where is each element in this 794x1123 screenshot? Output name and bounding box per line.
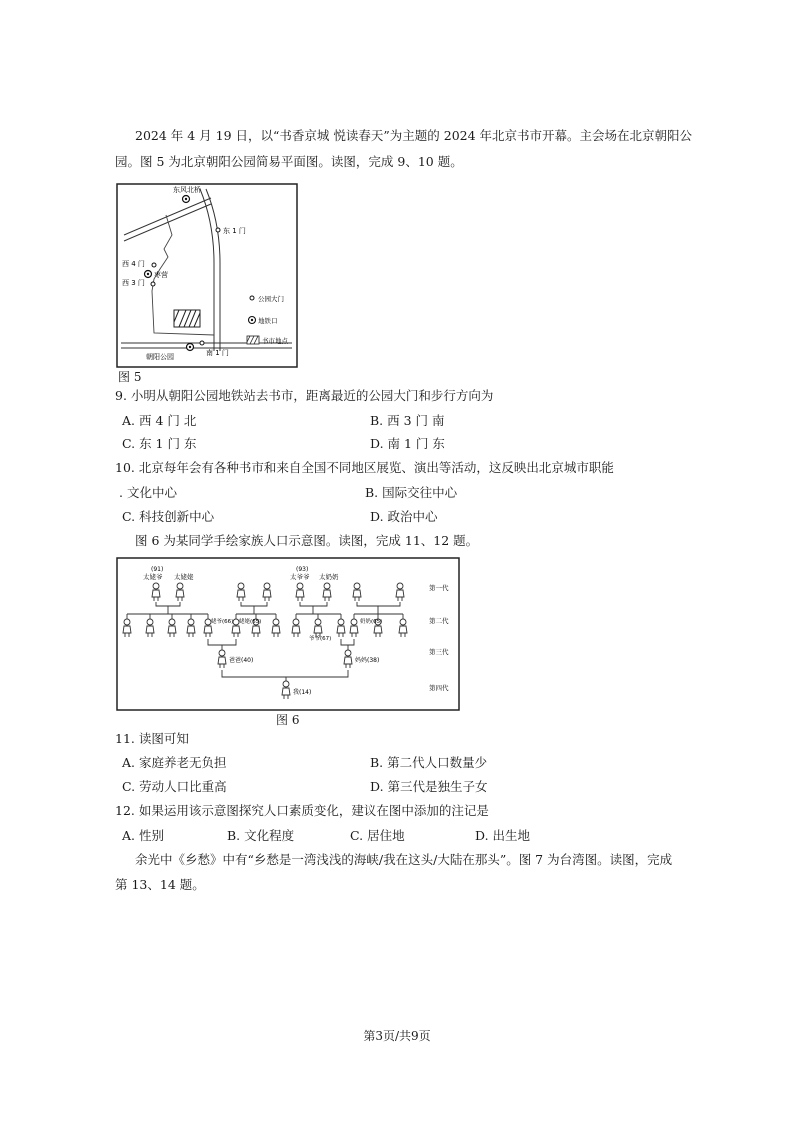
fig5-label-east-gate: 东 1 门 [223, 227, 246, 235]
fig6-g2-d: 奶奶(65) [360, 619, 383, 625]
q9-stem: 9. 小明从朝阳公园地铁站去书市，距离最近的公园大门和步行方向为 [115, 388, 494, 403]
fig5-legend-gate: 公园大门 [258, 295, 284, 303]
fig6-g1-left-grandma: 太姥姥 [174, 573, 194, 581]
intro3-line1: 余光中《乡愁》中有“乡愁是一湾浅浅的海峡/我在这头/大陆在那头”。图 7 为台湾图。读图，完成 [135, 852, 673, 867]
q9-option-c[interactable]: C. 东 1 门 东 [122, 436, 197, 451]
q10-option-b[interactable]: B. 国际交往中心 [365, 485, 458, 500]
q10-stem: 10. 北京每年会有各种书市和来自全国不同地区展览、演出等活动，这反映出北京城市职能 [115, 460, 614, 475]
fig5-label-bottom-station: 朝阳公园 [146, 353, 174, 361]
fig5-label-west-gate4: 西 4 门 [122, 260, 145, 268]
fig6-g4-me: 我(14) [293, 689, 312, 696]
q10-option-a[interactable]: . 文化中心 [119, 485, 177, 500]
fig6-g3-mother: 妈妈(38) [355, 657, 380, 664]
q9-option-d[interactable]: D. 南 1 门 东 [370, 436, 445, 451]
fig6-gen2-label: 第二代 [429, 617, 449, 625]
fig5-label-west-gate3: 西 3 门 [122, 279, 145, 287]
q12-option-c[interactable]: C. 居住地 [350, 828, 405, 843]
fig5-label-mid-station: 枣营 [154, 271, 168, 279]
q11-stem: 11. 读图可知 [115, 731, 189, 746]
fig6-g2-b: 姥姥(65) [239, 619, 262, 625]
intro1-line1: 2024 年 4 月 19 日，以“书香京城 悦读春天”为主题的 2024 年北京书市开幕。主会场在北京朝阳公 [135, 128, 693, 143]
fig6-g2-a: 姥爷(66) [211, 619, 234, 625]
fig6-g1-right-grandma: 太奶奶 [319, 573, 339, 581]
figure6-caption: 图 6 [276, 713, 300, 727]
fig5-legend-subway: 地铁口 [258, 317, 278, 325]
fig5-label-south-gate: 南 1 门 [206, 349, 229, 357]
q11-option-d[interactable]: D. 第三代是独生子女 [370, 779, 488, 794]
q10-option-d[interactable]: D. 政治中心 [370, 509, 438, 524]
fig6-g1-left-age: (91) [151, 566, 164, 573]
fig6-g2-c: 爷爷(67) [309, 636, 332, 642]
q12-option-b[interactable]: B. 文化程度 [227, 828, 295, 843]
q12-option-d[interactable]: D. 出生地 [475, 828, 531, 843]
q9-option-b[interactable]: B. 西 3 门 南 [370, 413, 445, 428]
q12-stem: 12. 如果运用该示意图探究人口素质变化，建议在图中添加的注记是 [115, 803, 489, 818]
fig6-g1-right-grandpa: 太爷爷 [290, 573, 310, 581]
q11-option-b[interactable]: B. 第二代人口数量少 [370, 755, 488, 770]
q12-option-a[interactable]: A. 性别 [122, 828, 164, 843]
fig6-g1-left-grandpa: 太姥爷 [143, 573, 163, 581]
fig6-gen3-label: 第三代 [429, 648, 449, 656]
fig5-legend-fair: 书市地点 [262, 337, 288, 345]
q11-option-a[interactable]: A. 家庭养老无负担 [122, 755, 227, 770]
q9-option-a[interactable]: A. 西 4 门 北 [122, 413, 197, 428]
q10-option-c[interactable]: C. 科技创新中心 [122, 509, 215, 524]
fig6-gen1-label: 第一代 [429, 584, 449, 592]
q11-option-c[interactable]: C. 劳动人口比重高 [122, 779, 227, 794]
intro1-line2: 园。图 5 为北京朝阳公园简易平面图。读图，完成 9、10 题。 [115, 154, 463, 169]
page-number: 第3页/共9页 [363, 1029, 431, 1043]
figure5-caption: 图 5 [118, 370, 142, 384]
fig6-g1-right-age: (93) [296, 566, 309, 573]
fig6-gen4-label: 第四代 [429, 684, 449, 692]
fig6-g3-father: 爸爸(40) [229, 657, 254, 664]
intro3-line2: 第 13、14 题。 [115, 877, 205, 892]
fig5-label-top-station: 东风北桥 [173, 186, 201, 194]
intro2: 图 6 为某同学手绘家族人口示意图。读图，完成 11、12 题。 [135, 533, 479, 548]
figure5-map [116, 183, 298, 368]
figure6-family-tree [116, 557, 460, 711]
